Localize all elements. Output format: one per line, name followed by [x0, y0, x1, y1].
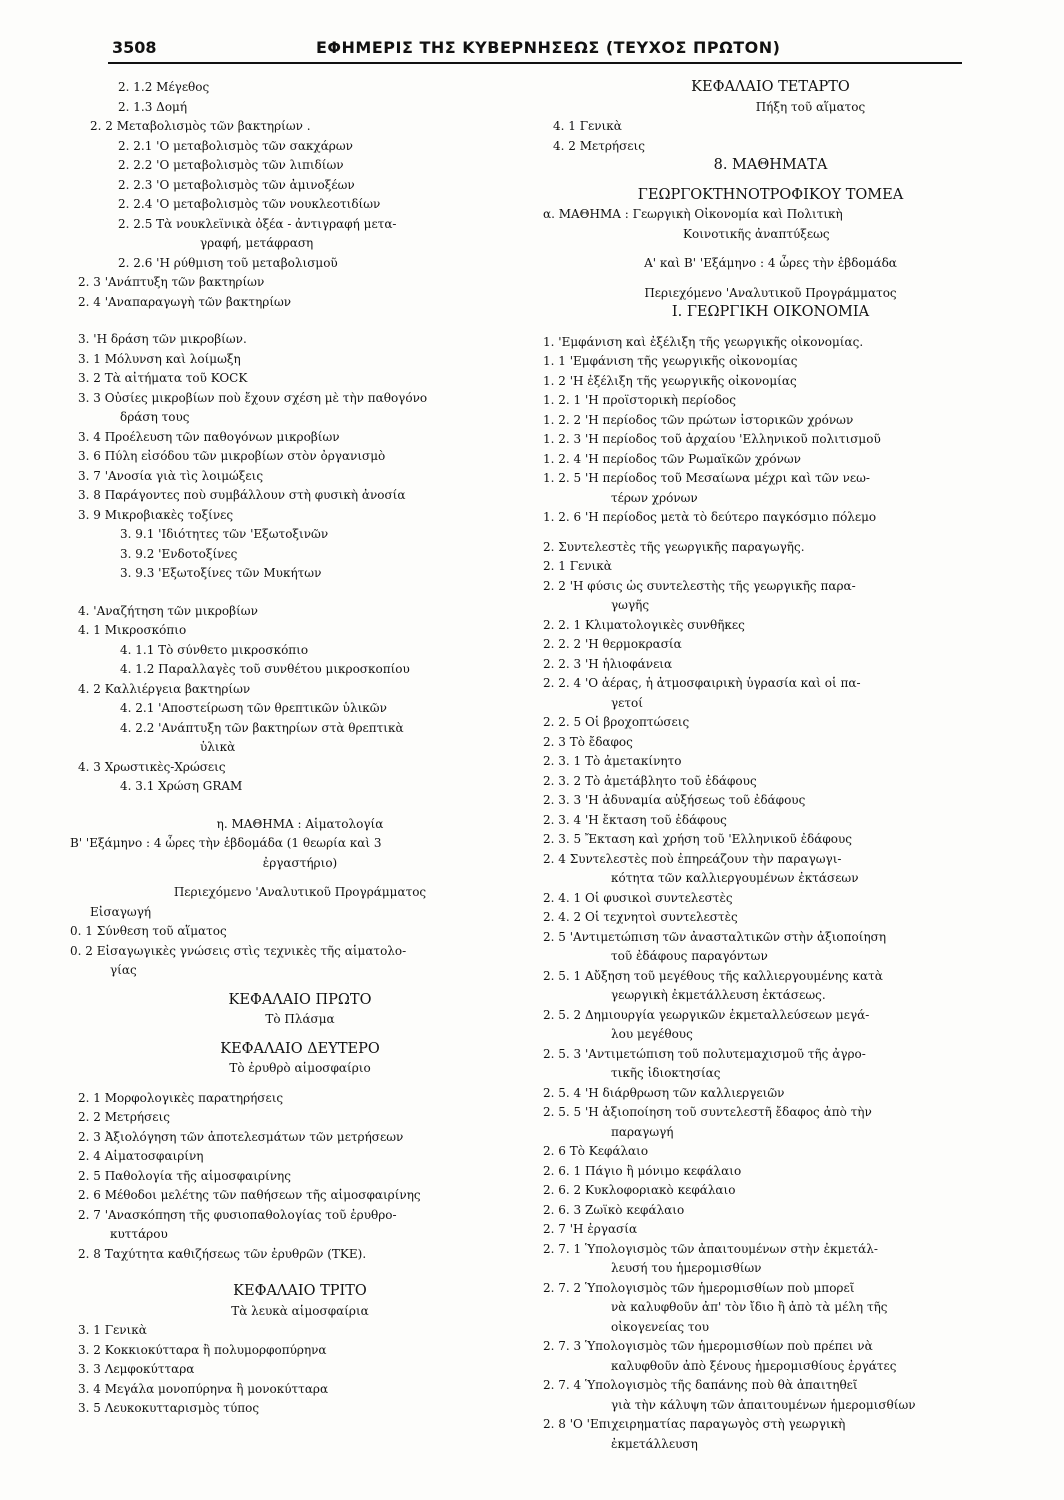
- section-heading: ΚΕΦΑΛΑΙΟ ΠΡΩΤΟ: [228, 991, 372, 1008]
- toc-line: 2. 4 Αἱματοσφαιρίνη: [78, 1149, 204, 1163]
- toc-line: 4. 1 Μικροσκόπιο: [78, 623, 187, 637]
- toc-line: παραγωγή: [611, 1124, 674, 1139]
- spacer: [70, 1264, 530, 1282]
- toc-line: νὰ καλυφθοῦν ἀπ' τὸν ἴδιο ἢ ἀπὸ τὰ μέλη τῆς: [611, 1300, 888, 1314]
- toc-line: λευσή του ἡμερομισθίων: [611, 1261, 762, 1275]
- toc-line: Τὰ λευκὰ αἱμοσφαίρια: [231, 1303, 369, 1318]
- toc-line: 2. 1.2 Μέγεθος: [118, 80, 210, 94]
- toc-line: 4. 1.1 Τὸ σύνθετο μικροσκόπιο: [120, 642, 309, 657]
- toc-line: 1. 2. 6 'Η περίοδος μετὰ τὸ δεύτερο παγκόσμιο πόλεμο: [543, 510, 877, 524]
- toc-line: 4. 'Αναζήτηση τῶν μικροβίων: [78, 603, 258, 618]
- toc-line: 1. 2 'Η ἐξέλιξη τῆς γεωργικῆς οἰκονομίας: [543, 373, 797, 388]
- toc-line: 2. 2.1 'Ο μεταβολισμὸς τῶν σακχάρων: [118, 138, 353, 153]
- toc-line: 2. 2.4 'Ο μεταβολισμὸς τῶν νουκλεοτιδίων: [118, 197, 381, 211]
- toc-line: γίας: [110, 963, 137, 977]
- toc-line: 2. 6. 1 Πάγιο ἢ μόνιμο κεφάλαιο: [543, 1163, 742, 1178]
- toc-line: 4. 2 Καλλιέργεια βακτηρίων: [78, 681, 251, 696]
- toc-line: 2. 3. 4 'Η ἔκταση τοῦ ἐδάφους: [543, 812, 727, 827]
- toc-line: 2. 7. 3 Ὑπολογισμὸς τῶν ἡμερομισθίων ποὺ πρέπει νὰ: [543, 1339, 873, 1353]
- toc-line: καλυφθοῦν ἀπὸ ξένους ἡμερομισθίους ἐργάτες: [611, 1358, 897, 1373]
- section-heading: I. ΓΕΩΡΓΙΚΗ ΟΙΚΟΝΟΜΙΑ: [671, 304, 870, 320]
- toc-line: 2. 2.5 Τὰ νουκλεϊνικὰ ὀξέα - ἀντιγραφή μετα-: [118, 216, 397, 231]
- toc-line: 2. 3 Τὸ ἔδαφος: [543, 734, 633, 749]
- left-column: [70, 78, 530, 1419]
- section-heading: ΚΕΦΑΛΑΙΟ ΤΕΤΑΡΤΟ: [691, 79, 850, 95]
- toc-line: 3. 3 Οὐσίες μικροβίων ποὺ ἔχουν σχέση μὲ τὴν παθογόνο: [78, 390, 428, 405]
- toc-line: 2. 5. 5 'Η ἀξιοποίηση τοῦ συντελεστῆ ἔδαφος ἀπὸ τὴν: [543, 1105, 872, 1119]
- toc-line: Περιεχόμενο 'Αναλυτικοῦ Προγράμματος: [644, 285, 897, 300]
- toc-line: τικῆς ἰδιοκτησίας: [611, 1066, 721, 1080]
- toc-line: 2. 1.3 Δομή: [118, 99, 188, 114]
- toc-line: κυττάρου: [110, 1227, 168, 1241]
- section-heading: ΚΕΦΑΛΑΙΟ ΔΕΥΤΕΡΟ: [220, 1040, 380, 1057]
- toc-line: 4. 2.2 'Ανάπτυξη τῶν βακτηρίων στὰ θρεπτικὰ: [120, 720, 404, 735]
- toc-line: 2. 4 Συντελεστὲς ποὺ ἐπηρεάζουν τὴν παραγωγι-: [543, 851, 842, 866]
- toc-line: 2. 7 'Η ἐργασία: [543, 1222, 638, 1236]
- toc-line: 0. 2 Εἰσαγωγικὲς γνώσεις στὶς τεχνικὲς τῆς αἱματολο-: [70, 943, 407, 958]
- toc-line: 2. 3. 2 Τὸ ἀμετάβλητο τοῦ ἐδάφους: [543, 773, 757, 788]
- toc-line: 2. 5. 3 'Αντιμετώπιση τοῦ πολυτεμαχισμοῦ τῆς ἀγρο-: [543, 1046, 866, 1061]
- spacer: [543, 244, 998, 254]
- toc-line: 3. 2 Κοκκιοκύτταρα ἢ πολυμορφοπύρηνα: [78, 1342, 327, 1357]
- toc-line: 3. 8 Παράγοντες ποὺ συμβάλλουν στὴ φυσικὴ ἀνοσία: [78, 488, 406, 502]
- toc-line: τέρων χρόνων: [611, 490, 698, 505]
- toc-line: ἐκμετάλλευση: [611, 1436, 698, 1451]
- toc-line: 2. 5 Παθολογία τῆς αἱμοσφαιρίνης: [78, 1168, 291, 1183]
- toc-line: οἰκογενείας του: [611, 1319, 710, 1334]
- toc-line: κότητα τῶν καλλιεργουμένων ἐκτάσεων: [611, 871, 859, 885]
- toc-line: γωγῆς: [611, 598, 650, 612]
- toc-line: Περιεχόμενο 'Αναλυτικοῦ Προγράμματος: [173, 885, 427, 899]
- toc-line: 4. 2.1 'Αποστείρωση τῶν θρεπτικῶν ὑλικῶν: [120, 701, 387, 715]
- toc-line: 2. 7. 1 Ὑπολογισμὸς τῶν ἀπαιτουμένων στὴν ἐκμετάλ-: [543, 1241, 878, 1256]
- spacer: [543, 528, 998, 538]
- toc-line: ὑλικὰ: [200, 740, 236, 754]
- toc-line: 2. 7. 4 Ὑπολογισμὸς τῆς δαπάνης ποὺ θὰ ἀπαιτηθεῖ: [543, 1378, 858, 1392]
- toc-line: 2. 8 'Ο 'Επιχειρηματίας παραγωγὸς στὴ γεωργικὴ: [543, 1417, 846, 1431]
- toc-line: 1. 1 'Εμφάνιση τῆς γεωργικῆς οἰκονομίας: [543, 354, 798, 368]
- toc-line: 3. 4 Μεγάλα μονοπύρηνα ἢ μονοκύτταρα: [78, 1381, 329, 1396]
- toc-line: 2. 4. 2 Οἱ τεχνητοὶ συντελεστὲς: [543, 910, 738, 924]
- toc-line: 4. 3.1 Χρώση GRAM: [120, 779, 243, 793]
- toc-line: δράση τους: [120, 410, 190, 424]
- toc-line: 1. 2. 5 'Η περίοδος τοῦ Μεσαίωνα μέχρι καὶ τῶν νεω-: [543, 471, 870, 485]
- toc-line: 1. 2. 2 'Η περίοδος τῶν πρώτων ἱστορικῶν χρόνων: [543, 412, 854, 427]
- toc-line: γραφή, μετάφραση: [200, 236, 314, 250]
- spacer: [543, 176, 998, 186]
- toc-line: 2. Συντελεστὲς τῆς γεωργικῆς παραγωγῆς.: [543, 539, 805, 554]
- toc-line: 2. 5. 2 Δημιουργία γεωργικῶν ἐκμεταλλεύσεων μεγά-: [543, 1007, 870, 1022]
- toc-line: 3. 1 Γενικὰ: [78, 1323, 147, 1337]
- toc-line: 3. 4 Προέλευση τῶν παθογόνων μικροβίων: [78, 429, 340, 444]
- toc-line: 1. 2. 1 'Η προϊστορικὴ περίοδος: [543, 393, 737, 407]
- toc-line: 4. 3 Χρωστικὲς-Χρώσεις: [78, 759, 226, 774]
- toc-line: 4. 1 Γενικὰ: [553, 119, 622, 133]
- toc-line: 2. 3 Ἀξιολόγηση τῶν ἀποτελεσμάτων τῶν μετρήσεων: [78, 1129, 404, 1144]
- spacer: [70, 1030, 530, 1040]
- toc-line: γετοί: [611, 695, 643, 710]
- spacer: [70, 873, 530, 883]
- toc-line: 4. 2 Μετρήσεις: [553, 138, 645, 153]
- toc-line: 2. 3 'Ανάπτυξη τῶν βακτηρίων: [78, 275, 265, 289]
- running-title: ΕΦΗΜΕΡΙΣ ΤΗΣ ΚΥΒΕΡΝΗΣΕΩΣ (ΤΕΥΧΟΣ ΠΡΩΤΟΝ): [316, 38, 781, 57]
- toc-line: Εἰσαγωγή: [90, 904, 152, 919]
- toc-line: Τὸ ἐρυθρὸ αἱμοσφαίριο: [229, 1061, 371, 1075]
- toc-line: 2. 2 Μετρήσεις: [78, 1110, 170, 1124]
- toc-line: 2. 5. 4 'Η διάρθρωση τῶν καλλιεργειῶν: [543, 1085, 785, 1100]
- spacer: [70, 312, 530, 330]
- toc-line: 2. 3. 1 Τὸ ἀμετακίνητο: [543, 754, 682, 768]
- toc-line: 2. 6. 3 Ζωϊκὸ κεφάλαιο: [543, 1202, 685, 1217]
- toc-line: 2. 8 Ταχύτητα καθιζήσεως τῶν ἐρυθρῶν (ΤΚΕ).: [78, 1246, 367, 1261]
- toc-line: 3. 1 Μόλυνση καὶ λοίμωξη: [78, 351, 241, 366]
- toc-line: 1. 2. 4 'Η περίοδος τῶν Ρωμαϊκῶν χρόνων: [543, 451, 801, 466]
- toc-line: 2. 2 Μεταβολισμὸς τῶν βακτηρίων .: [90, 119, 311, 133]
- toc-line: Α' καὶ Β' 'Εξάμηνο : 4 ὧρες τὴν ἑβδομάδα: [644, 256, 897, 270]
- toc-line: 2. 2.6 'Η ρύθμιση τοῦ μεταβολισμοῦ: [118, 255, 338, 270]
- spacer: [70, 797, 530, 815]
- right-column: [543, 78, 998, 1454]
- toc-line: 3. 'Η δράση τῶν μικροβίων.: [78, 332, 247, 346]
- toc-line: 2. 6 Μέθοδοι μελέτης τῶν παθήσεων τῆς αἱμοσφαιρίνης: [78, 1188, 421, 1202]
- toc-line: 2. 1 Γενικὰ: [543, 559, 612, 573]
- toc-line: 2. 3. 5 Ἔκταση καὶ χρήση τοῦ 'Ελληνικοῦ ἐδάφους: [543, 832, 853, 846]
- toc-line: 0. 1 Σύνθεση τοῦ αἵματος: [70, 924, 227, 938]
- section-heading: 8. ΜΑΘΗΜΑΤΑ: [713, 157, 828, 173]
- toc-line: 2. 2. 5 Οἱ βροχοπτώσεις: [543, 715, 690, 729]
- toc-line: 2. 6 Τὸ Κεφάλαιο: [543, 1144, 649, 1158]
- spacer: [70, 981, 530, 991]
- toc-line: 3. 6 Πύλη εἰσόδου τῶν μικροβίων στὸν ὀργανισμὸ: [78, 449, 386, 463]
- spacer: [543, 323, 998, 333]
- toc-line: 3. 9.2 'Ενδοτοξίνες: [120, 546, 238, 561]
- toc-line: 2. 7. 2 Ὑπολογισμὸς τῶν ἡμερομισθίων ποὺ μπορεῖ: [543, 1280, 855, 1295]
- toc-line: 1. 'Εμφάνιση καὶ ἐξέλιξη τῆς γεωργικῆς οἰκονομίας.: [543, 334, 864, 349]
- toc-line: 3. 5 Λευκοκυτταρισμὸς τύπος: [78, 1401, 260, 1415]
- toc-line: 3. 9.1 'Ιδιότητες τῶν 'Εξωτοξινῶν: [120, 527, 329, 541]
- toc-line: τοῦ ἐδάφους παραγόντων: [611, 949, 768, 963]
- toc-line: 2. 3. 3 'Η ἀδυναμία αὐξήσεως τοῦ ἐδάφους: [543, 793, 806, 807]
- toc-line: 2. 5. 1 Αὔξηση τοῦ μεγέθους τῆς καλλιεργουμένης κατὰ: [543, 968, 883, 983]
- toc-line: 3. 9.3 'Εξωτοξίνες τῶν Μυκήτων: [120, 566, 322, 580]
- toc-line: 2. 2.2 'Ο μεταβολισμὸς τῶν λιπιδίων: [118, 158, 344, 172]
- spacer: [70, 584, 530, 602]
- toc-line: 3. 2 Τὰ αἰτήματα τοῦ KOCK: [78, 371, 248, 385]
- toc-line: ἐργαστήριο): [262, 855, 338, 870]
- toc-line: 3. 9 Μικροβιακὲς τοξίνες: [78, 507, 234, 522]
- toc-line: 2. 2. 1 Κλιματολογικὲς συνθῆκες: [543, 617, 745, 632]
- toc-line: 2. 4 'Αναπαραγωγὴ τῶν βακτηρίων: [78, 294, 292, 309]
- toc-line: 2. 5 'Αντιμετώπιση τῶν ἀνασταλτικῶν στὴν ἀξιοποίηση: [543, 929, 887, 944]
- toc-line: 2. 2.3 'Ο μεταβολισμὸς τῶν ἀμινοξέων: [118, 177, 355, 192]
- toc-line: 3. 7 'Ανοσία γιὰ τὶς λοιμώξεις: [78, 468, 264, 483]
- toc-line: η. ΜΑΘΗΜΑ : Αἱματολογία: [216, 816, 384, 831]
- toc-line: 2. 2. 2 'Η θερμοκρασία: [543, 637, 682, 651]
- toc-line: 2. 2. 3 'Η ἡλιοφάνεια: [543, 656, 673, 671]
- toc-line: Β' 'Εξάμηνο : 4 ὧρες τὴν ἑβδομάδα (1 θεωρία καὶ 3: [70, 836, 382, 850]
- spacer: [70, 1079, 530, 1089]
- section-heading: ΓΕΩΡΓΟΚΤΗΝΟΤΡΟΦΙΚΟΥ ΤΟΜΕΑ: [637, 186, 904, 203]
- section-heading: ΚΕΦΑΛΑΙΟ ΤΡΙΤΟ: [233, 1283, 367, 1299]
- toc-line: 2. 6. 2 Κυκλοφοριακὸ κεφάλαιο: [543, 1183, 736, 1197]
- spacer: [543, 274, 998, 284]
- toc-line: Κοινοτικῆς ἀναπτύξεως: [683, 226, 830, 241]
- toc-line: 4. 1.2 Παραλλαγὲς τοῦ συνθέτου μικροσκοπίου: [120, 662, 410, 676]
- toc-line: 1. 2. 3 'Η περίοδος τοῦ ἀρχαίου 'Ελληνικοῦ πολιτισμοῦ: [543, 432, 881, 446]
- toc-line: γιὰ τὴν κάλυψη τῶν ἀπαιτουμένων ἡμερομισθίων: [611, 1397, 916, 1412]
- toc-line: λου μεγέθους: [611, 1027, 693, 1041]
- toc-line: 2. 4. 1 Οἱ φυσικοὶ συντελεστὲς: [543, 890, 733, 905]
- toc-line: Τὸ Πλάσμα: [265, 1012, 335, 1026]
- toc-line: α. ΜΑΘΗΜΑ : Γεωργικὴ Οἰκονομία καὶ Πολιτικὴ: [543, 207, 843, 221]
- page-number: 3508: [112, 38, 157, 57]
- toc-line: 2. 7 'Ανασκόπηση τῆς φυσιοπαθολογίας τοῦ ἐρυθρο-: [78, 1207, 397, 1222]
- toc-line: 2. 2. 4 'Ο ἀέρας, ἡ ἀτμοσφαιρικὴ ὑγρασία καὶ οἱ πα-: [543, 676, 861, 690]
- toc-line: 2. 1 Μορφολογικὲς παρατηρήσεις: [78, 1090, 284, 1105]
- page-header: [0, 0, 1064, 80]
- toc-line: 2. 2 'Η φύσις ὡς συντελεστὴς τῆς γεωργικῆς παρα-: [543, 578, 856, 593]
- toc-line: γεωργικὴ ἐκμετάλλευση ἐκτάσεως.: [611, 988, 826, 1002]
- toc-line: 3. 3 Λεμφοκύτταρα: [78, 1362, 195, 1376]
- toc-line: Πήξη τοῦ αἵματος: [755, 99, 866, 114]
- header-rule: [108, 62, 962, 64]
